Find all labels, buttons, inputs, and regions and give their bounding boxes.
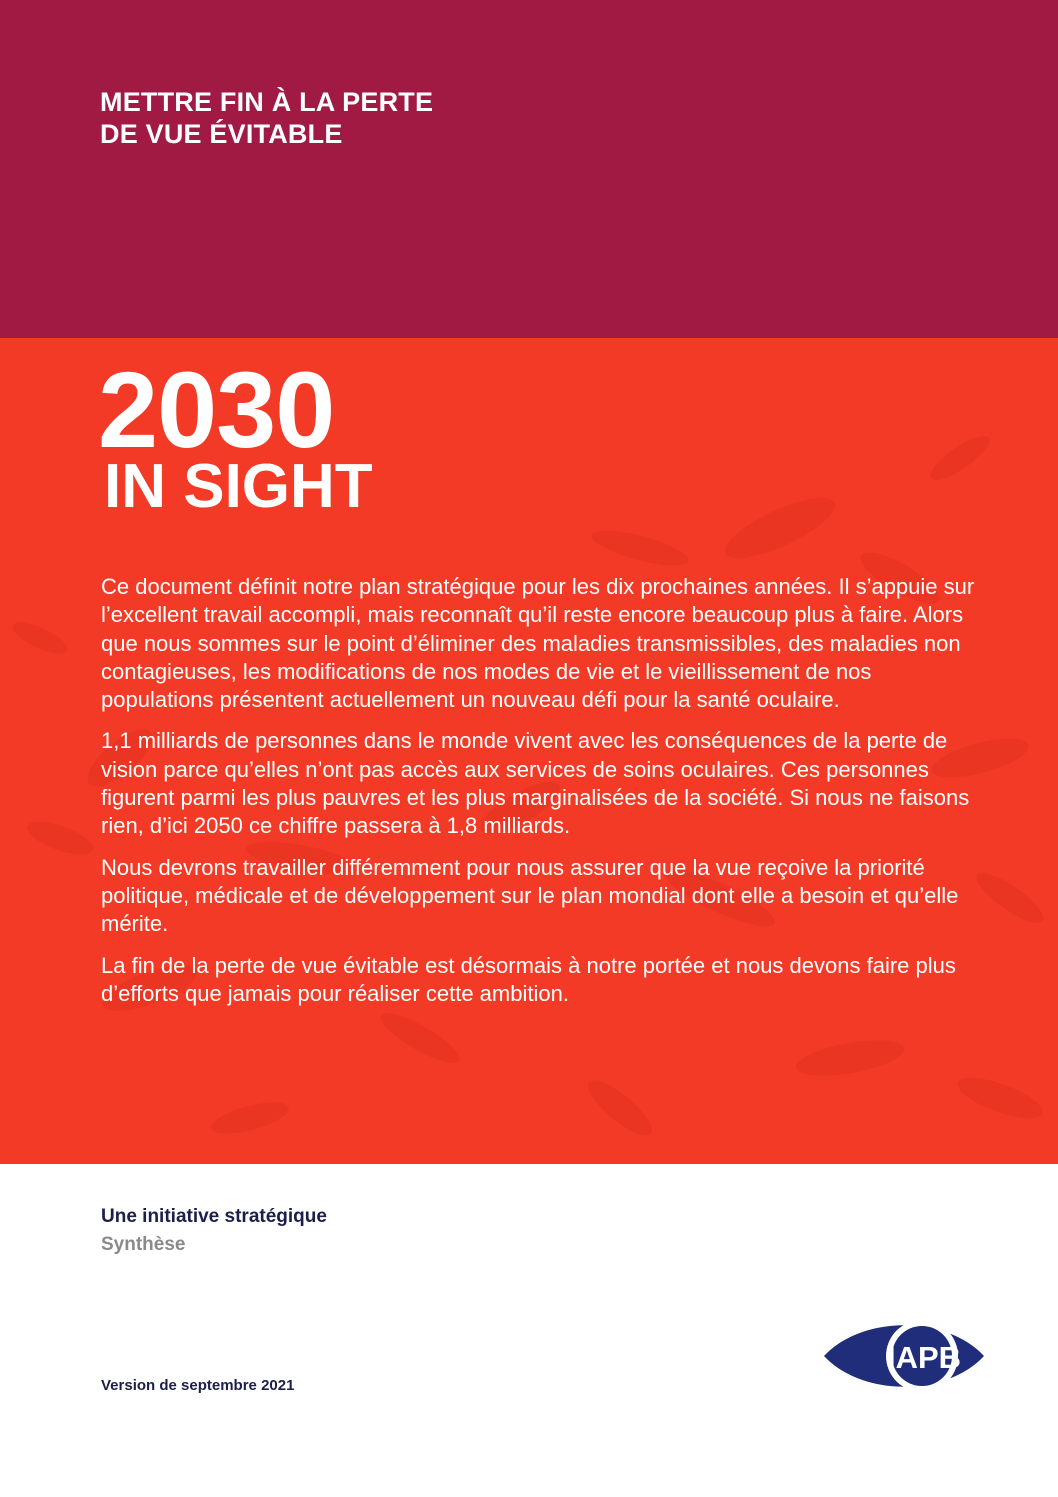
iapb-eye-logo-icon <box>822 1313 986 1399</box>
main-band <box>0 338 1058 1164</box>
logo-text: IAPB <box>886 1340 962 1375</box>
hero-subtitle: IN SIGHT <box>104 452 373 521</box>
version-label: Version de septembre 2021 <box>101 1377 295 1394</box>
kicker-line-1: METTRE FIN À LA PERTE <box>100 87 434 117</box>
body-paragraph-1: Ce document définit notre plan stratégique pour les dix prochaines années. Il s’appuie sur l’excellent travail accompli, mais reconnaît qu’il reste encore beaucoup plus à faire. Alors que nous sommes sur le point d’éliminer des maladies transmissibles, des maladies non contagieuses, les modifications de nos modes de vie et le vieillissement de nos populations présentent actuellement un nouveau défi pour la santé oculaire. <box>101 574 975 713</box>
kicker-heading <box>100 86 433 150</box>
kicker-line-2: DE VUE ÉVITABLE <box>100 119 343 149</box>
footer-title: Une initiative stratégique <box>101 1206 327 1227</box>
body-paragraph-2: 1,1 milliards de personnes dans le monde vivent avec les conséquences de la perte de vision parce qu’elles n’ont pas accès aux services de soins oculaires. Ces personnes figurent parmi les plus pauvres et les plus marginalisées de la société. Si nous ne faisons rien, d’ici 2050 ce chiffre passera à 1,8 milliards. <box>101 728 970 839</box>
body-paragraph-3: Nous devrons travailler différemment pour nous assurer que la vue reçoive la priorité politique, médicale et de développement sur le plan mondial dont elle a besoin et qu’elle mérite. <box>101 854 959 937</box>
footer-subtitle: Synthèse <box>101 1234 186 1255</box>
body-text <box>101 573 981 1021</box>
hero-year: 2030 <box>98 349 335 470</box>
header-band <box>0 0 1058 338</box>
body-paragraph-4: La fin de la perte de vue évitable est désormais à notre portée et nous devons faire plus d’efforts que jamais pour réaliser cette ambition. <box>101 952 956 1006</box>
